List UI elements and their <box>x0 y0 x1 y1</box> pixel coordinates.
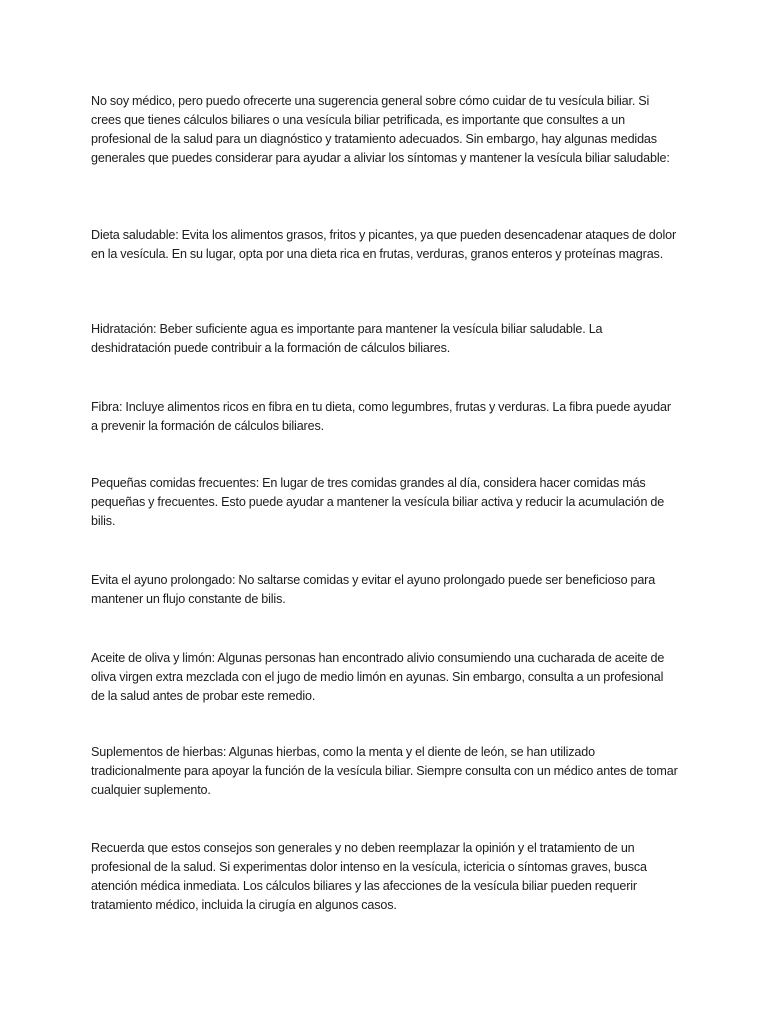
hydration-paragraph: Hidratación: Beber suficiente agua es importante para mantener la vesícula biliar saludable. La deshidratación puede contribuir a la formación de cálculos biliares. <box>91 322 603 355</box>
intro-paragraph: No soy médico, pero puedo ofrecerte una sugerencia general sobre cómo cuidar de tu vesícula biliar. Si crees que tienes cálculos biliares o una vesícula biliar petrificada, es importante que consultes a un profesional de la salud para un diagnóstico y tratamiento adecuados. Sin embargo, hay algunas medidas generales que puedes considerar para ayudar a aliviar los síntomas y mantener la vesícula biliar saludable: <box>91 94 670 165</box>
olive-oil-lemon-paragraph: Aceite de oliva y limón: Algunas personas han encontrado alivio consumiendo una cucharada de aceite de oliva virgen extra mezclada con el jugo de medio limón en ayunas. Sin embargo, consulta a un profesional de la salud antes de probar este remedio. <box>91 651 665 703</box>
herbal-supplements-paragraph: Suplementos de hierbas: Algunas hierbas, como la menta y el diente de león, se han utilizado tradicionalmente para apoyar la función de la vesícula biliar. Siempre consulta con un médico antes de tomar cualquier suplemento. <box>91 745 678 797</box>
fiber-paragraph: Fibra: Incluye alimentos ricos en fibra en tu dieta, como legumbres, frutas y verduras. La fibra puede ayudar a prevenir la formación de cálculos biliares. <box>91 400 671 433</box>
small-meals-paragraph: Pequeñas comidas frecuentes: En lugar de tres comidas grandes al día, considera hacer comidas más pequeñas y frecuentes. Esto puede ayudar a mantener la vesícula biliar activa y reducir la acumulación de bilis. <box>91 476 665 528</box>
conclusion-paragraph: Recuerda que estos consejos son generales y no deben reemplazar la opinión y el tratamiento de un profesional de la salud. Si experimentas dolor intenso en la vesícula, ictericia o síntomas graves, busca atención médica inmediata. Los cálculos biliares y las afecciones de la vesícula biliar pueden requerir tratamiento médico, incluida la cirugía en algunos casos. <box>91 841 647 912</box>
fasting-paragraph: Evita el ayuno prolongado: No saltarse comidas y evitar el ayuno prolongado puede ser beneficioso para mantener un flujo constante de bilis. <box>91 573 656 606</box>
diet-paragraph: Dieta saludable: Evita los alimentos grasos, fritos y picantes, ya que pueden desencadenar ataques de dolor en la vesícula. En su lugar, opta por una dieta rica en frutas, verduras, granos enteros y proteínas magras. <box>91 228 677 261</box>
